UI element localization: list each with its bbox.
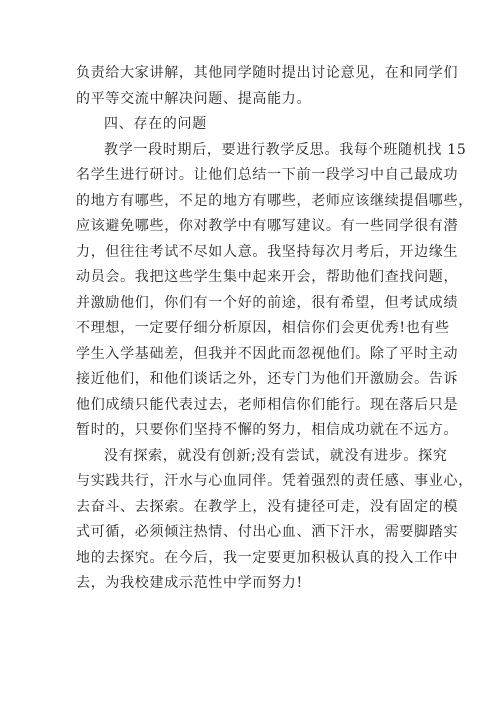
document-body [76, 61, 473, 597]
text-line: 没有探索，就没有创新;没有尝试，就没有进步。探究 [104, 447, 448, 464]
text-line: 接近他们，和他们谈话之外，还专门为他们开激励会。告诉 [76, 371, 459, 387]
text-line: 式可循，必须倾注热情、付出心血、洒下汗水，需要脚踏实 [76, 524, 459, 540]
section-heading [76, 112, 428, 138]
section-heading-text: 四、存在的问题 [104, 116, 207, 132]
text-line: 动员会。我把这些学生集中起来开会，帮助他们查找问题， [76, 269, 459, 285]
text-line: 名学生进行研讨。让他们总结一下前一段学习中自己最成功 [76, 167, 459, 183]
text-line: 并激励他们，你们有一个好的前途，很有希望，但考试成绩 [76, 294, 459, 311]
text-line: 教学一段时期后，要进行教学反思。我每个班随机找 15 [104, 141, 467, 158]
text-line: 暂时的，只要你们坚持不懈的努力，相信成功就在不远方。 [76, 422, 459, 438]
text-line: 与实践共行，汗水与心血同伴。凭着强烈的责任感、事业心， [76, 473, 473, 489]
text-line: 力，但往往考试不尽如人意。我坚持每次月考后，开边缘生 [76, 243, 459, 260]
text-line: 他们成绩只能代表过去，老师相信你们能行。现在落后只是 [76, 396, 459, 413]
text-line: 去，为我校建成示范性中学而努力! [76, 575, 303, 591]
paragraph [76, 444, 473, 597]
text-line: 学生入学基础差，但我并不因此而忽视他们。除了平时主动 [76, 345, 459, 362]
text-line: 的地方有哪些，不足的地方有哪些，老师应该继续提倡哪些， [76, 192, 473, 209]
paragraph [76, 61, 459, 112]
text-line: 应该避免哪些，你对教学中有哪写建议。有一些同学很有潜 [76, 218, 459, 234]
paragraph [76, 138, 473, 444]
text-line: 的平等交流中解决问题、提高能力。 [76, 90, 312, 107]
text-line: 不理想，一定要仔细分析原因，相信你们会更优秀!也有些 [76, 320, 450, 336]
text-line: 负责给大家讲解，其他同学随时提出讨论意见，在和同学们 [76, 65, 459, 81]
text-line: 地的去探究。在今后，我一定要更加积极认真的投入工作中 [76, 549, 459, 566]
text-line: 去奋斗、去探索。在教学上，没有捷径可走，没有固定的模 [76, 498, 459, 515]
